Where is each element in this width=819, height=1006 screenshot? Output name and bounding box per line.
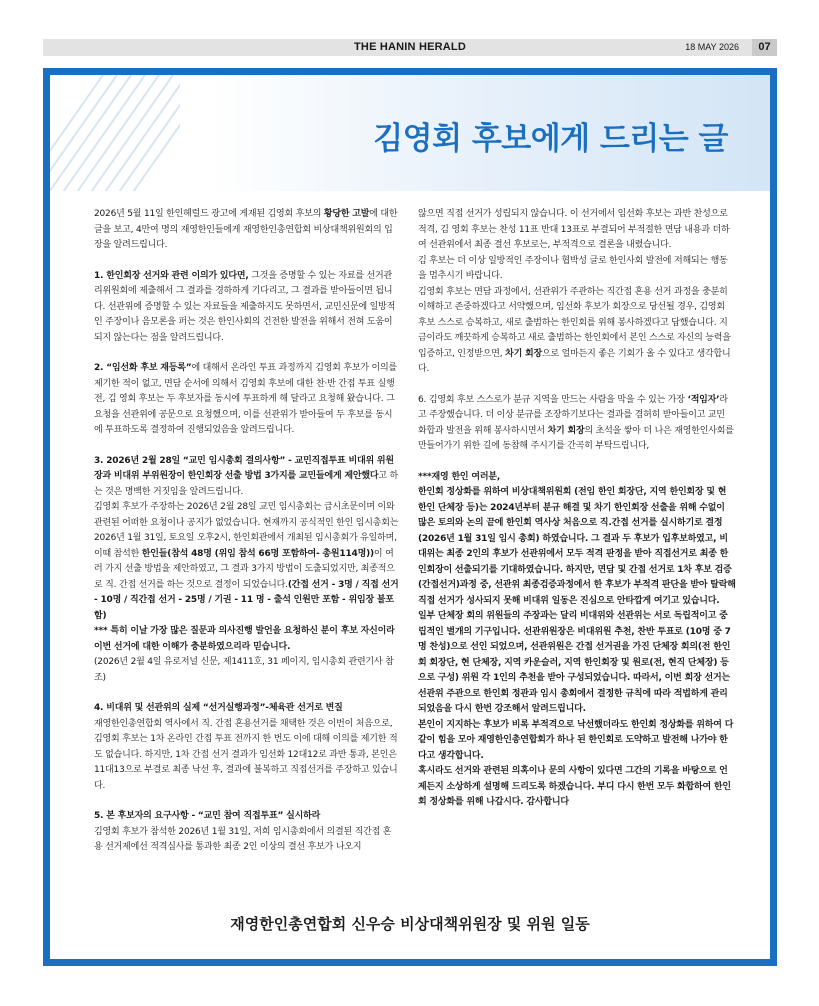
decorative-stripes (50, 75, 180, 191)
section-1: 1. 한인회장 선거와 관련 이의가 있다면, 그것을 증명할 수 있는 자료를 선거관리위원회에 제출해서 그 결과를 경하하게 기다리고, 그 결과를 받아들이면 됩니다. 선관위에 증명할 수 있는 자료들을 제출하지도 못하면서, 교민신문에 일방적인 주장이나 음모론을 퍼는 것은 한인사회의 건전한 발전을 위해서 전혀 도움이 되지 않는다는 점을 알려드립니다. (94, 270, 396, 343)
issue-date: 18 MAY 2026 (685, 42, 739, 52)
section-6: 6. 김영회 후보 스스로가 분규 지역을 만드는 사람을 막을 수 있는 가장 ‘적임자’라고 주장했습니다. 더 이상 분규를 조장하기보다는 결과를 겸허히 받아들이고 교민 화합과 발전을 위해 봉사하시면서 차기 회장의 초석을 쌓아 더 나은 재영한인사회를 만들어가기 위한 길에 동참해 주시기를 간곡히 부탁드립니다, (418, 394, 734, 451)
title-banner (50, 75, 770, 191)
continued-paragraph: 않으면 직접 선거가 성립되지 않습니다. 이 선거에서 임선화 후보는 과반 찬성으로 적격, 김 영회 후보는 찬성 11표 반대 13표로 부결되어 부적절한 면담 내용과 더하여 선관위에서 최종 결선 후보로는, 부적격으로 결론을 내렸습니다. 김 후보는 더 이상 일방적인 주장이나 협박성 글로 한인사회 발전에 저해되는 행동을 멈추시기 바랍니다. 김영회 후보는 면담 과정에서, 선관위가 주관하는 직간접 혼용 선거 과정을 충분히 이해하고 존중하겠다고 서약했으며, 임선화 후보가 회장으로 당선될 경우, 김영회 후보 스스로 승복하고, 새로 출범하는 한인회를 위해 봉사하겠다고 답했습니다. 지금이라도 깨끗하게 승복하고 새로 출범하는 한인회에서 본인 스스로 자신의 능력을 입증하고, 인정받으면, 차기 회장으로 얼마든지 좋은 기회가 올 수 있다고 생각합니다. (418, 209, 731, 374)
section-5: 5. 본 후보자의 요구사항 - “교민 참여 직접투표” 실시하라 김영회 후보가 참석한 2026년 1월 31일, 저희 임시총회에서 의결된 직간접 혼용 선거제에선 적격심사를 통과한 최종 2인 이상의 결선 후보가 나오지 (94, 811, 392, 852)
section-3: 3. 2026년 2월 28일 “교민 임시총회 결의사항” - 교민직접투표 비대위 위원장과 비대위 부위원장이 한인회장 선출 방법 3가지를 교민들에게 제안했다고 하는 것은 명백한 거짓임을 알려드립니다. 김영회 후보가 주장하는 2026년 2월 28일 교민 임시총회는 급시초문이며 이와 관련된 어떠한 요청이나 공지가 없었습니다. 현재까지 공식적인 한인 임시총회는 2026년 1월 31일, 토요일 오후2시, 한인회관에서 개최된 임시총회가 유일하며, 이때 참석한 한인들(참석 48명 (위임 참석 66명 포함하여- 총원114명))이 여러 가지 선출 방법을 제안하였고, 그 결과 3가지 방법이 도출되었지만, 최종적으로 직. 간접 선거를 하는 것으로 결정이 되었습니다.(간접 선거 - 3명 / 직접 선거 - 10명 / 직간접 선거 - 25명 / 기권 - 11 명 - 출석 인원만 포함 - 위임장 불포함) *** 특히 이날 가장 많은 질문과 의사진행 발언을 요청하신 분이 후보 자신이라 이번 선거에 대한 이해가 충분하였으리라 믿습니다. (2026년 2월 4일 유로저널 신문, 제1411호, 31 페이지, 임시총회 관련기사 참조) (94, 455, 399, 683)
right-column (418, 207, 736, 826)
closing-statement: ***재영 한인 여러분, 한인회 정상화를 위하여 비상대책위원회 (전임 한인 회장단, 지역 한인회장 및 현 한인 단체장 등)는 2024년부터 분규 해결 및 차기 한인회장 선출을 위해 수없이 많은 토의와 논의 끝에 한인회 역사상 처음으로 직.간접 선거를 실시하기로 결정 (2026년 1월 31일 임시 총회) 하였습니다. 그 결과 두 후보가 입후보하였고, 비대위는 최종 2인의 후보가 선관위에서 모두 적격 판정을 받아 직접선거로 최종 한인회장이 선출되기를 기대하였습니다. 하지만, 면담 및 간접 선거로 1차 후보 검증 (간접선거)과정 중, 선관위 최종검증과정에서 한 후보가 부적격 판단을 받아 탈락해 직접 선거가 성사되지 못해 비대위 일동은 진심으로 안타깝게 여기고 있습니다. 일부 단체장 회의 위원들의 주장과는 달리 비대위와 선관위는 서로 독립적이고 중립적인 별개의 기구입니다. 선관위원장은 비대위원 추천, 찬반 투표로 (10명 중 7명 찬성)으로 선인 되었으며, 선관위원은 간접 선거권을 가진 단체장 회의(전 한인회 회장단, 현 단체장, 지역 카운슬러, 지역 한인회장 및 원로(전, 현직 단체장) 등으로 구성) 위원 각 1인의 추천을 받아 구성되었습니다. 따라서, 이번 회장 선거는 선관위 주관으로 한인회 정관과 임시 총회에서 결정한 규칙에 따라 적법하게 관리되었음을 다시 한번 강조해서 알려드립니다. 본인이 지지하는 후보가 비록 부적격으로 낙선했더라도 한인회 정상화를 위하여 다 같이 힘을 모아 재영한인총연합회가 하나 된 한인회로 도약하고 발전해 나가야 한다고 생각합니다. 혹시라도 선거와 관련된 의혹이나 문의 사항이 있다면 그간의 기록을 바탕으로 언제든지 소상하게 설명해 드리도록 하겠습니다. 부디 다시 한번 모두 화합하여 한인회 정상화를 위해 나갑시다. 감사합니다 (418, 471, 736, 807)
section-4: 4. 비대위 및 선관위의 실제 “선거실행과정”-체육관 선거로 변질 재영한인총연합회 역사에서 직. 간접 혼용선거를 채택한 것은 이번이 처음으로, 김영회 후보는 1차 온라인 간접 투표 전까지 한 번도 이에 대해 이의를 제기한 적도 없습니다. 하지만, 1차 간접 선거 결과가 임선화 12대12로 과반 통과, 본인은 11대13으로 부결로 최종 낙선 후, 결과에 불복하고 직접선거를 주장하고 있습니다. (94, 703, 398, 791)
signature-line: 재영한인총연합회 신우승 비상대책위원장 및 위원 일동 (230, 915, 590, 933)
advertisement-frame (43, 68, 777, 966)
page-title: 김영회 후보에게 드리는 글 (373, 121, 728, 157)
newspaper-name: THE HANIN HERALD (354, 41, 466, 53)
page-number: 07 (752, 39, 777, 56)
intro-paragraph: 2026년 5월 11일 한인헤럴드 광고에 게재된 김영회 후보의 황당한 고발에 대한 글을 보고, 4만여 명의 재영한인들에게 재영한인총연합회 비상대책위원회의 입장을 알려드립니다. (94, 209, 398, 250)
left-column (94, 207, 399, 871)
section-2: 2. “임선화 후보 재등록”에 대해서 온라인 투표 과정까지 김영회 후보가 이의를 제기한 적이 없고, 면담 순서에 의해서 김영회 후보에 대한 찬·반 간접 투표 실행 전, 김 영회 후보는 두 후보자를 동시에 투표하게 해 달라고 요청해 왔습니다. 그 요청을 선관위에 공문으로 요청했으며, 이를 선관위가 받아들여 두 후보를 동시에 투표하도록 결정하여 진행되었음을 알려드립니다. (94, 363, 397, 435)
masthead (43, 39, 777, 56)
